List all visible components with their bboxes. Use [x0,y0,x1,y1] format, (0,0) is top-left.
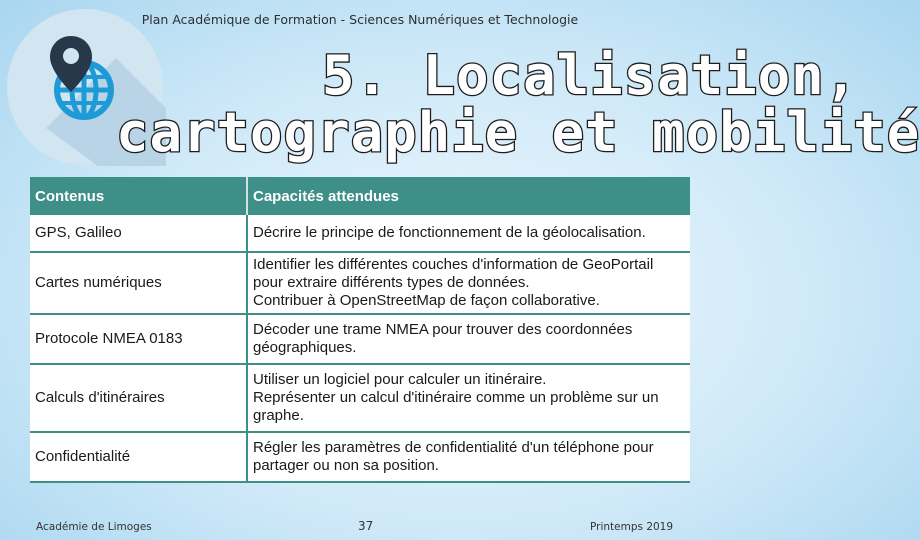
footer-date: Printemps 2019 [590,521,674,533]
capacite-line: Décoder une trame NMEA pour trouver des coordonnées géographiques. [253,321,633,356]
slide-title-line2: cartographie et mobilité [116,101,920,164]
table-row [30,364,690,432]
page-number: 37 [358,519,374,533]
table-row [30,314,690,364]
table-row [30,432,690,482]
contenu-cell: Cartes numériques [30,252,247,314]
capacite-line: Régler les paramètres de confidentialité d'un téléphone pour partager ou non sa position. [253,439,654,474]
capacites-cell [247,252,690,314]
capacites-cell [247,215,690,252]
table-header-row [30,177,690,215]
capacite-line: Utiliser un logiciel pour calculer un itinéraire. [253,371,547,388]
content-table [30,177,690,483]
capacites-cell [247,314,690,364]
capacite-line: Identifier les différentes couches d'information de GeoPortail pour extraire différents types de données. [253,256,654,291]
table-row [30,252,690,314]
contenu-cell: GPS, Galileo [30,215,247,252]
contenu-cell: Protocole NMEA 0183 [30,314,247,364]
table-row [30,215,690,252]
footer-academy: Académie de Limoges [36,521,152,533]
capacite-line: Représenter un calcul d'itinéraire comme un problème sur un graphe. [253,389,659,424]
capacite-line: Décrire le principe de fonctionnement de la géolocalisation. [253,224,646,241]
column-header-contenus: Contenus [30,177,247,215]
contenu-cell: Calculs d'itinéraires [30,364,247,432]
slide-header: Plan Académique de Formation - Sciences Numériques et Technologie [141,12,579,27]
capacite-line: Contribuer à OpenStreetMap de façon collaborative. [253,292,600,309]
contenu-cell: Confidentialité [30,432,247,482]
column-header-capacites: Capacités attendues [247,177,690,215]
capacites-cell [247,432,690,482]
slide-title-line1: 5. Localisation, [322,44,859,107]
capacites-cell [247,364,690,432]
